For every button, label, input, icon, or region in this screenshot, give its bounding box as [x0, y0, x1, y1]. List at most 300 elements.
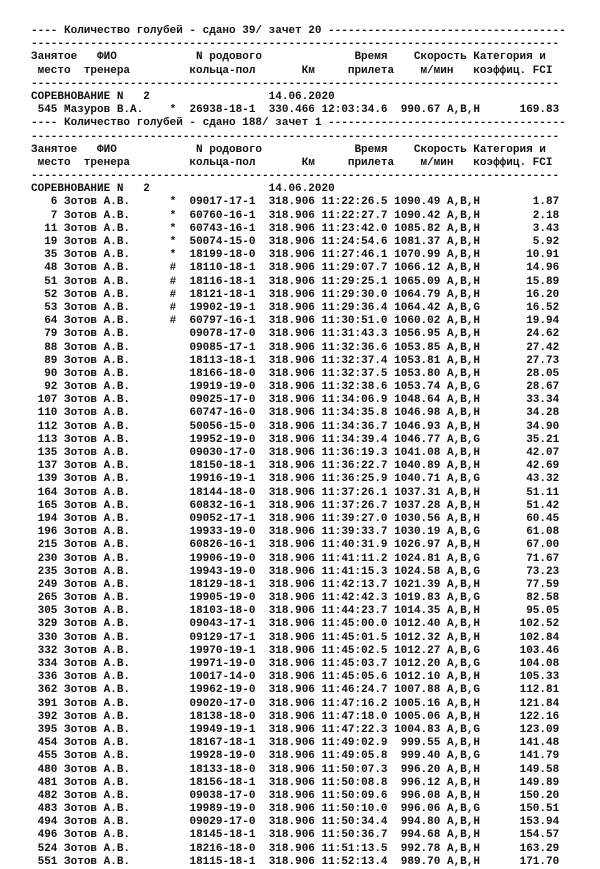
arrival-time: 11:50:34.4 [321, 816, 388, 829]
gap [480, 539, 487, 551]
results-printout [31, 25, 566, 869]
result-row [31, 447, 566, 460]
gap [440, 276, 447, 288]
distance-km: 318.906 [268, 658, 315, 670]
trainer-name: Зотов А.В. [64, 249, 164, 262]
category: A,B,H [446, 486, 480, 499]
arrival-time: 11:32:38.6 [321, 381, 388, 394]
place: 79 [31, 328, 58, 341]
ring-number: 09025-17-0 [189, 394, 256, 407]
ring-number: 19919-19-0 [189, 381, 256, 394]
result-row [31, 592, 566, 605]
gap [163, 816, 170, 828]
category: A,B,H [446, 816, 480, 829]
category: A,B,H [446, 394, 480, 407]
arrival-time: 11:50:08.8 [321, 776, 388, 789]
result-row [31, 856, 566, 869]
gap [255, 618, 268, 630]
gap [440, 434, 447, 446]
speed: 990.67 [394, 104, 441, 117]
result-row [31, 513, 566, 526]
place: 113 [31, 433, 58, 446]
speed: 1014.35 [394, 605, 441, 618]
ring-number: 19962-19-0 [189, 684, 256, 697]
result-row [31, 737, 566, 750]
gap [163, 210, 170, 222]
coefficient: 16.52 [486, 301, 560, 314]
gap [163, 342, 170, 354]
gap [440, 249, 447, 261]
gap [176, 302, 189, 314]
gap [255, 223, 268, 235]
distance-km: 318.906 [268, 288, 315, 301]
coefficient: 42.07 [486, 447, 560, 459]
speed: 992.78 [394, 842, 441, 855]
header-line-2: место тренера кольца-пол Км прилета м/мин коэффиц. FCI [31, 64, 553, 77]
category: A,B,H [446, 631, 480, 644]
gap [176, 526, 189, 538]
category: A,B,H [446, 618, 480, 631]
place: 265 [31, 592, 58, 605]
place: 6 [31, 196, 58, 209]
gap [176, 566, 189, 578]
gap [255, 684, 268, 696]
gap [176, 249, 189, 261]
gap [440, 236, 447, 248]
gap [315, 236, 322, 248]
distance-km: 318.906 [268, 420, 315, 433]
place: 107 [31, 394, 58, 407]
result-row [31, 658, 566, 671]
distance-km: 318.906 [268, 803, 315, 816]
speed: 1012.27 [394, 644, 441, 657]
category: A,B,H [446, 460, 480, 473]
category: A,B,G [446, 381, 480, 394]
result-row [31, 684, 566, 697]
distance-km: 318.906 [268, 552, 315, 565]
speed: 1005.16 [394, 697, 441, 710]
arrival-time: 11:32:37.5 [321, 367, 388, 380]
result-row [31, 671, 566, 684]
gap [315, 302, 322, 314]
distance-km: 318.906 [268, 209, 315, 222]
result-row [31, 315, 566, 328]
place: 496 [31, 829, 58, 842]
gap [480, 526, 487, 538]
gap [255, 645, 268, 657]
gap [480, 368, 487, 380]
gap [315, 592, 322, 604]
ring-number: 19902-19-1 [189, 301, 256, 314]
result-row [31, 829, 566, 842]
gap [255, 737, 268, 749]
gap [163, 566, 170, 578]
gap [480, 513, 487, 525]
gap [255, 526, 268, 538]
distance-km: 318.906 [268, 829, 315, 842]
arrival-time: 11:24:54.6 [321, 236, 388, 248]
gap [440, 553, 447, 565]
gap [480, 790, 487, 802]
place: 332 [31, 644, 58, 657]
gap [255, 421, 268, 433]
coefficient: 34.90 [486, 420, 560, 433]
gap [440, 671, 447, 683]
category: A,B,G [446, 552, 480, 565]
arrival-time: 11:45:05.6 [321, 671, 388, 684]
gap [176, 381, 189, 393]
gap [480, 302, 487, 314]
result-row [31, 487, 566, 500]
result-row [31, 724, 566, 737]
speed: 1030.19 [394, 526, 441, 539]
gap [480, 618, 487, 630]
trainer-name: Мазуров В.А. [64, 104, 164, 117]
gap [315, 262, 322, 274]
trainer-name: Зотов А.В. [64, 499, 164, 512]
gap [176, 328, 189, 340]
gap [176, 843, 189, 855]
gap [163, 698, 170, 710]
speed: 1005.06 [394, 710, 441, 723]
gap [176, 262, 189, 274]
arrival-time: 11:36:19.3 [321, 447, 388, 459]
ring-number: 18113-18-1 [189, 354, 256, 367]
result-row [31, 605, 566, 618]
gap [480, 764, 487, 776]
coefficient: 141.79 [486, 750, 560, 763]
mark: * [169, 236, 177, 248]
coefficient: 121.84 [486, 697, 560, 710]
trainer-name: Зотов А.В. [64, 222, 164, 235]
gap [315, 210, 322, 222]
gap [440, 816, 447, 828]
coefficient: 82.58 [486, 592, 560, 605]
trainer-name: Зотов А.В. [64, 381, 164, 394]
distance-km: 318.906 [268, 697, 315, 710]
ring-number: 19906-19-0 [189, 552, 256, 565]
result-row [31, 289, 566, 302]
gap [163, 473, 170, 485]
gap [255, 658, 268, 670]
gap [315, 473, 322, 485]
arrival-time: 11:37:26.7 [321, 499, 388, 512]
arrival-time: 11:49:02.9 [321, 737, 388, 750]
gap [163, 724, 170, 736]
trainer-name: Зотов А.В. [64, 803, 164, 816]
speed: 996.20 [394, 763, 441, 776]
gap [163, 856, 170, 868]
category: A,B,H [446, 763, 480, 776]
speed: 1048.64 [394, 394, 441, 407]
arrival-time: 11:45:01.5 [321, 631, 388, 644]
gap [255, 803, 268, 815]
gap [176, 342, 189, 354]
gap [440, 407, 447, 419]
speed: 1064.79 [394, 288, 441, 301]
mark: * [169, 222, 177, 235]
gap [440, 526, 447, 538]
gap [480, 777, 487, 789]
speed: 1053.81 [394, 354, 441, 367]
arrival-time: 11:45:00.0 [321, 618, 388, 631]
speed: 1007.88 [394, 684, 441, 697]
place: 196 [31, 526, 58, 539]
result-row [31, 328, 566, 341]
category: A,B,G [446, 803, 480, 816]
ring-number: 09085-17-1 [189, 341, 256, 354]
gap [176, 210, 189, 222]
category: A,B,H [446, 710, 480, 723]
coefficient: 141.48 [486, 737, 560, 750]
ring-number: 60747-16-0 [189, 407, 256, 420]
place: 7 [31, 209, 58, 222]
place: 334 [31, 658, 58, 670]
gap [255, 553, 268, 565]
gap [163, 684, 170, 696]
coefficient: 105.33 [486, 671, 560, 684]
gap [480, 750, 487, 762]
speed: 1056.95 [394, 328, 441, 341]
result-row [31, 342, 566, 355]
speed: 1040.71 [394, 473, 441, 486]
mark: * [169, 104, 177, 117]
gap [480, 500, 487, 512]
trainer-name: Зотов А.В. [64, 658, 164, 670]
arrival-time: 11:49:05.8 [321, 750, 388, 763]
speed: 989.70 [394, 855, 441, 868]
coefficient: 149.58 [486, 763, 560, 776]
arrival-time: 11:29:36.4 [321, 301, 388, 314]
distance-km: 318.906 [268, 367, 315, 380]
category: A,B,H [446, 499, 480, 512]
gap [480, 658, 487, 670]
ring-number: 18121-18-1 [189, 288, 256, 301]
gap [440, 803, 447, 815]
category: A,B,G [446, 473, 480, 486]
speed: 1081.37 [394, 236, 441, 248]
gap [176, 737, 189, 749]
ring-number: 18133-18-0 [189, 763, 256, 776]
gap [440, 592, 447, 604]
trainer-name: Зотов А.В. [64, 275, 164, 288]
gap [163, 381, 170, 393]
gap [480, 447, 487, 459]
place: 482 [31, 789, 58, 802]
category: A,B,G [446, 684, 480, 697]
gap [255, 210, 268, 222]
place: 52 [31, 288, 58, 301]
coefficient: 122.16 [486, 710, 560, 723]
gap [315, 632, 322, 644]
place: 395 [31, 723, 58, 736]
arrival-time: 11:36:22.7 [321, 460, 388, 473]
trainer-name: Зотов А.В. [64, 539, 164, 552]
coefficient: 28.05 [486, 367, 560, 380]
distance-km: 318.906 [268, 275, 315, 288]
arrival-time: 11:32:36.6 [321, 341, 388, 354]
gap [57, 856, 64, 868]
gap [315, 276, 322, 288]
gap [440, 539, 447, 551]
distance-km: 318.906 [268, 578, 315, 591]
coefficient: 102.52 [486, 618, 560, 631]
place: 494 [31, 816, 58, 829]
gap [163, 803, 170, 815]
arrival-time: 12:03:34.6 [321, 104, 388, 117]
gap [315, 711, 322, 723]
trainer-name: Зотов А.В. [64, 618, 164, 631]
result-row [31, 434, 566, 447]
coefficient: 51.42 [486, 499, 560, 512]
gap [176, 790, 189, 802]
speed: 1024.81 [394, 552, 441, 565]
gap [176, 500, 189, 512]
gap [176, 196, 189, 208]
trainer-name: Зотов А.В. [64, 262, 164, 275]
gap [440, 447, 447, 459]
gap [163, 671, 170, 683]
coefficient: 27.73 [486, 354, 560, 367]
gap [315, 579, 322, 591]
gap [255, 592, 268, 604]
category: A,B,H [446, 209, 480, 222]
result-row [31, 223, 566, 236]
rule-line: -------------------------------------------------------------------------------- [31, 130, 560, 143]
gap [176, 724, 189, 736]
distance-km: 318.906 [268, 486, 315, 499]
gap [480, 473, 487, 485]
category: A,B,G [446, 750, 480, 763]
gap [440, 698, 447, 710]
gap [176, 684, 189, 696]
distance-km: 318.906 [268, 315, 315, 328]
gap [255, 829, 268, 841]
category: A,B,H [446, 354, 480, 367]
gap [163, 843, 170, 855]
speed: 1060.02 [394, 315, 441, 328]
speed: 999.55 [394, 737, 441, 750]
arrival-time: 11:50:10.0 [321, 803, 388, 816]
coefficient: 3.43 [486, 222, 560, 235]
place: 391 [31, 697, 58, 710]
gap [163, 645, 170, 657]
coefficient: 102.84 [486, 631, 560, 644]
gap [480, 407, 487, 419]
category: A,B,H [446, 367, 480, 380]
gap [315, 764, 322, 776]
gap [255, 539, 268, 551]
result-row [31, 750, 566, 763]
gap [176, 645, 189, 657]
ring-number: 50074-15-0 [189, 236, 256, 248]
category: A,B,H [446, 512, 480, 525]
gap [163, 328, 170, 340]
gap [255, 342, 268, 354]
trainer-name: Зотов А.В. [64, 684, 164, 697]
distance-km: 318.906 [268, 328, 315, 341]
gap [163, 368, 170, 380]
rule-line: -------------------------------------------------------------------------------- [31, 38, 560, 51]
place: 90 [31, 367, 58, 380]
gap [163, 276, 170, 288]
trainer-name: Зотов А.В. [64, 697, 164, 710]
rule-line: -------------------------------------------------------------------------------- [31, 170, 560, 183]
ring-number: 18156-18-1 [189, 776, 256, 789]
gap [163, 262, 170, 274]
result-row [31, 381, 566, 394]
coefficient: 43.32 [486, 473, 560, 486]
gap [163, 104, 170, 116]
distance-km: 318.906 [268, 592, 315, 605]
arrival-time: 11:30:51.0 [321, 315, 388, 328]
gap [315, 460, 322, 472]
gap [315, 684, 322, 696]
mark: # [169, 275, 177, 288]
gap [255, 698, 268, 710]
gap [176, 698, 189, 710]
gap [163, 750, 170, 762]
gap [163, 315, 170, 327]
result-row [31, 407, 566, 420]
ring-number: 60832-16-1 [189, 499, 256, 512]
gap [440, 764, 447, 776]
speed: 1021.39 [394, 578, 441, 591]
gap [255, 262, 268, 274]
trainer-name: Зотов А.В. [64, 354, 164, 367]
trainer-name: Зотов А.В. [64, 236, 164, 248]
ring-number: 19943-19-0 [189, 565, 256, 578]
gap [440, 473, 447, 485]
result-row [31, 618, 566, 631]
ring-number: 19989-19-0 [189, 803, 256, 816]
distance-km: 318.906 [268, 196, 315, 209]
place: 53 [31, 301, 58, 314]
spacer [150, 91, 269, 103]
gap [315, 618, 322, 630]
place: 215 [31, 539, 58, 552]
gap [163, 249, 170, 261]
gap [440, 513, 447, 525]
result-row [31, 421, 566, 434]
arrival-time: 11:34:36.7 [321, 420, 388, 433]
speed: 1041.08 [394, 447, 441, 459]
result-row [31, 500, 566, 513]
gap [480, 210, 487, 222]
arrival-time: 11:22:26.5 [321, 196, 388, 209]
trainer-name: Зотов А.В. [64, 855, 164, 868]
distance-km: 318.906 [268, 381, 315, 394]
coefficient: 51.11 [486, 486, 560, 499]
arrival-time: 11:29:30.0 [321, 288, 388, 301]
coefficient: 71.67 [486, 552, 560, 565]
category: A,B,H [446, 420, 480, 433]
speed: 1004.83 [394, 723, 441, 736]
gap [480, 579, 487, 591]
gap [176, 618, 189, 630]
speed: 1037.28 [394, 499, 441, 512]
gap [163, 764, 170, 776]
gap [315, 500, 322, 512]
coefficient: 169.83 [486, 104, 560, 117]
arrival-time: 11:50:09.6 [321, 789, 388, 802]
gap [480, 262, 487, 274]
coefficient: 153.94 [486, 816, 560, 829]
gap [440, 605, 447, 617]
gap [440, 315, 447, 327]
arrival-time: 11:47:18.0 [321, 710, 388, 723]
place: 112 [31, 420, 58, 433]
